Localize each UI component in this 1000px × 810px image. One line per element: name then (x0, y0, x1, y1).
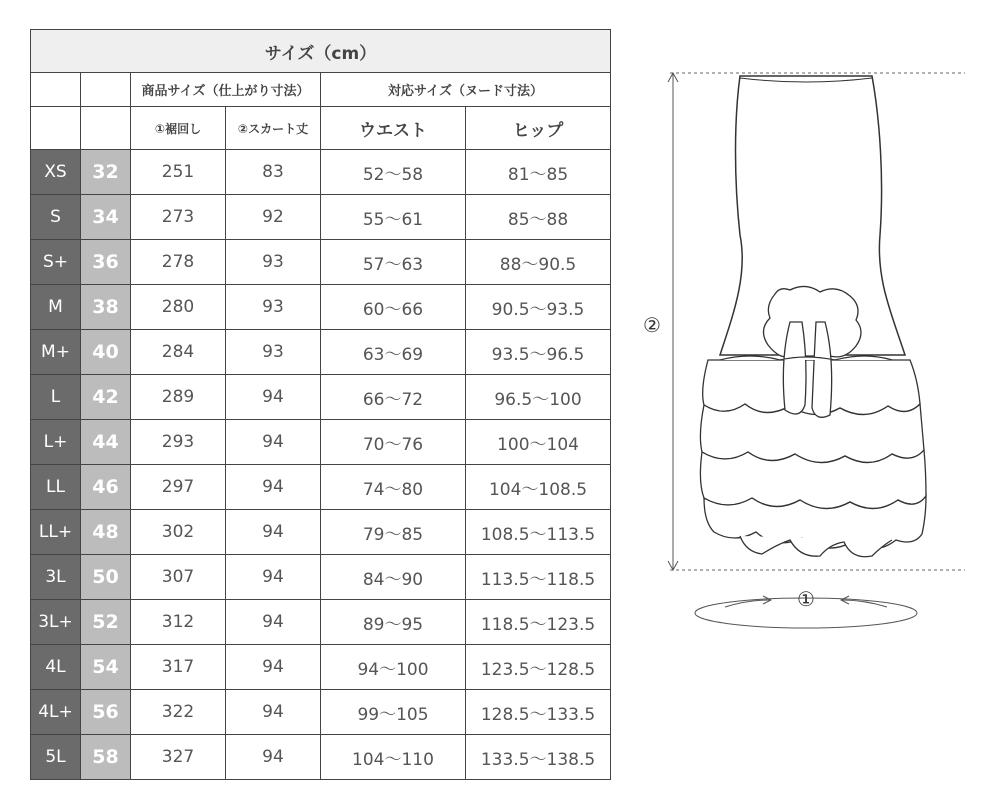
header-hem: ①裾回し (131, 107, 226, 150)
size-label: M+ (31, 330, 81, 375)
hip-value: 133.5〜138.5 (466, 735, 611, 780)
size-number: 54 (81, 645, 131, 690)
size-label: 3L+ (31, 600, 81, 645)
header-product-size: 商品サイズ（仕上がり寸法） (131, 73, 321, 107)
waist-value: 55〜61 (321, 195, 466, 240)
table-row (31, 285, 611, 330)
hem-value: 289 (131, 375, 226, 420)
header-skirt-length: ②スカート丈 (226, 107, 321, 150)
size-label: L+ (31, 420, 81, 465)
hip-value: 104〜108.5 (466, 465, 611, 510)
length-arrow (668, 73, 678, 570)
length-value: 94 (226, 555, 321, 600)
hip-value: 93.5〜96.5 (466, 330, 611, 375)
blank-header-cell (31, 107, 81, 150)
length-label: ② (643, 313, 661, 337)
waist-value: 60〜66 (321, 285, 466, 330)
waist-value: 89〜95 (321, 600, 466, 645)
size-rows (31, 150, 611, 780)
size-number: 52 (81, 600, 131, 645)
size-label: S (31, 195, 81, 240)
table-row (31, 465, 611, 510)
length-value: 94 (226, 600, 321, 645)
length-value: 94 (226, 735, 321, 780)
length-value: 93 (226, 285, 321, 330)
hip-value: 123.5〜128.5 (466, 645, 611, 690)
hem-value: 284 (131, 330, 226, 375)
skirt-drawing (630, 60, 980, 650)
table-row (31, 420, 611, 465)
size-number: 48 (81, 510, 131, 555)
hem-value: 297 (131, 465, 226, 510)
length-value: 93 (226, 330, 321, 375)
size-number: 58 (81, 735, 131, 780)
hip-value: 108.5〜113.5 (466, 510, 611, 555)
length-value: 83 (226, 150, 321, 195)
waist-value: 52〜58 (321, 150, 466, 195)
hip-value: 128.5〜133.5 (466, 690, 611, 735)
size-label: S+ (31, 240, 81, 285)
waist-value: 84〜90 (321, 555, 466, 600)
length-value: 94 (226, 465, 321, 510)
hip-value: 96.5〜100 (466, 375, 611, 420)
table-row (31, 375, 611, 420)
hip-value: 118.5〜123.5 (466, 600, 611, 645)
table-row (31, 690, 611, 735)
table-row (31, 600, 611, 645)
size-number: 38 (81, 285, 131, 330)
length-value: 94 (226, 375, 321, 420)
hem-value: 293 (131, 420, 226, 465)
table-row (31, 735, 611, 780)
length-value: 94 (226, 645, 321, 690)
size-number: 42 (81, 375, 131, 420)
size-label: M (31, 285, 81, 330)
size-label: LL (31, 465, 81, 510)
table-row (31, 555, 611, 600)
size-number: 56 (81, 690, 131, 735)
waist-value: 74〜80 (321, 465, 466, 510)
hem-value: 312 (131, 600, 226, 645)
waist-value: 99〜105 (321, 690, 466, 735)
hem-value: 251 (131, 150, 226, 195)
size-number: 50 (81, 555, 131, 600)
header-waist: ウエスト (321, 107, 466, 150)
hip-value: 81〜85 (466, 150, 611, 195)
table-row (31, 330, 611, 375)
hem-value: 307 (131, 555, 226, 600)
blank-header-cell (81, 73, 131, 107)
hip-value: 100〜104 (466, 420, 611, 465)
size-number: 44 (81, 420, 131, 465)
length-value: 92 (226, 195, 321, 240)
size-number: 36 (81, 240, 131, 285)
size-number: 40 (81, 330, 131, 375)
size-label: L (31, 375, 81, 420)
blank-header-cell (31, 73, 81, 107)
hem-value: 273 (131, 195, 226, 240)
waist-value: 70〜76 (321, 420, 466, 465)
table-row (31, 150, 611, 195)
size-label: 3L (31, 555, 81, 600)
size-number: 34 (81, 195, 131, 240)
waist-value: 79〜85 (321, 510, 466, 555)
table-row (31, 645, 611, 690)
hem-value: 322 (131, 690, 226, 735)
table-title: サイズ（cm） (31, 30, 611, 73)
hip-value: 113.5〜118.5 (466, 555, 611, 600)
waist-value: 104〜110 (321, 735, 466, 780)
blank-header-cell (81, 107, 131, 150)
table-row (31, 195, 611, 240)
hem-value: 327 (131, 735, 226, 780)
header-hip: ヒップ (466, 107, 611, 150)
size-number: 32 (81, 150, 131, 195)
length-value: 94 (226, 510, 321, 555)
size-label: 4L (31, 645, 81, 690)
skirt-illustration (630, 60, 980, 650)
waist-value: 57〜63 (321, 240, 466, 285)
hem-label: ① (797, 587, 815, 611)
hip-value: 88〜90.5 (466, 240, 611, 285)
length-value: 93 (226, 240, 321, 285)
table-row (31, 240, 611, 285)
hem-value: 302 (131, 510, 226, 555)
size-table (30, 29, 611, 780)
hip-value: 90.5〜93.5 (466, 285, 611, 330)
size-label: LL+ (31, 510, 81, 555)
table-row (31, 510, 611, 555)
size-label: 4L+ (31, 690, 81, 735)
hem-value: 317 (131, 645, 226, 690)
length-value: 94 (226, 420, 321, 465)
header-body-size: 対応サイズ（ヌード寸法） (321, 73, 611, 107)
size-label: XS (31, 150, 81, 195)
length-value: 94 (226, 690, 321, 735)
waist-value: 94〜100 (321, 645, 466, 690)
waist-value: 63〜69 (321, 330, 466, 375)
waist-value: 66〜72 (321, 375, 466, 420)
hem-value: 280 (131, 285, 226, 330)
hem-value: 278 (131, 240, 226, 285)
size-number: 46 (81, 465, 131, 510)
size-label: 5L (31, 735, 81, 780)
hip-value: 85〜88 (466, 195, 611, 240)
